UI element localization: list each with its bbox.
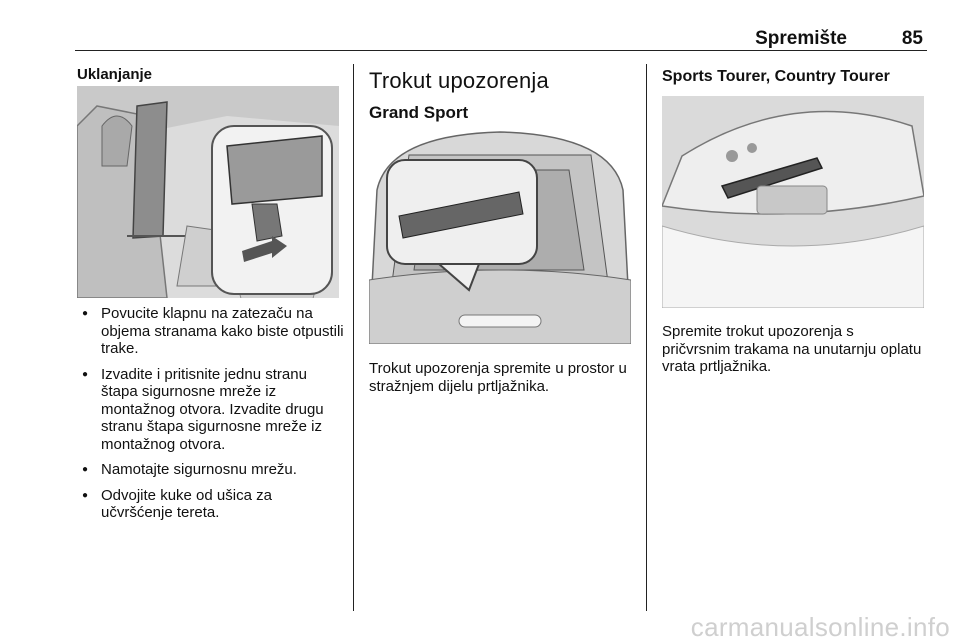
caption-grand-sport: Trokut upozorenja spremite u prostor u stražnjem dijelu prtljažnika. xyxy=(369,360,627,395)
list-item: ● Povucite klapnu na zatezaču na objema stranama kako biste otpustili trake. xyxy=(77,305,347,358)
list-item: ● Izvadite i pritisnite jednu stranu štapa sigurnosne mreže iz montažnog otvora. Izvadite drugu stranu štapa sigurnosne mreže iz montažnog otvora. xyxy=(77,366,347,454)
section-heading-warning-triangle: Trokut upozorenja xyxy=(369,68,549,93)
section-heading-removal: Uklanjanje xyxy=(77,66,153,83)
list-item: ● Namotajte sigurnosnu mrežu. xyxy=(77,461,347,479)
illustration-grand-sport-trunk xyxy=(369,130,631,344)
subheading-grand-sport: Grand Sport xyxy=(369,103,469,122)
page-header xyxy=(75,28,927,50)
column-divider-1 xyxy=(353,64,354,611)
watermark: carmanualsonline.info xyxy=(690,612,950,642)
header-rule xyxy=(75,50,927,51)
removal-steps-list xyxy=(77,305,347,530)
page-title: Spremište xyxy=(755,28,847,49)
illustration-net-removal xyxy=(77,86,339,298)
caption-sports-tourer: Spremite trokut upozorenja s pričvrsnim trakama na unutarnju oplatu vrata prtljažnika. xyxy=(662,323,922,375)
column-divider-2 xyxy=(646,64,647,611)
illustration-tailgate-triangle xyxy=(662,96,924,308)
list-item: ● Odvojite kuke od ušica za učvršćenje tereta. xyxy=(77,487,347,522)
page-number: 85 xyxy=(901,28,923,49)
section-heading-sports-tourer: Sports Tourer, Country Tourer xyxy=(662,68,890,85)
